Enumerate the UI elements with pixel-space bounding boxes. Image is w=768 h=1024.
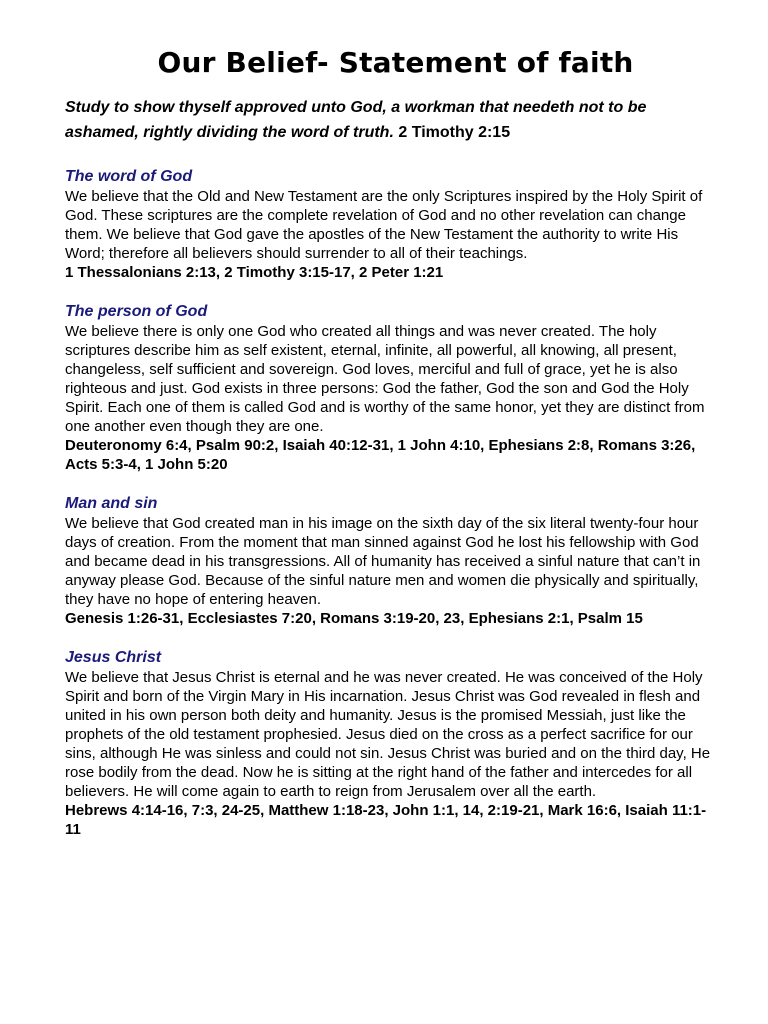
intro-reference: 2 Timothy 2:15	[398, 124, 511, 141]
page-title: Our Belief- Statement of faith	[157, 46, 634, 79]
section-jesus-christ	[65, 648, 716, 839]
section-body: We believe that the Old and New Testament are the only Scriptures inspired by the Holy Spirit of God. These scriptures are the complete revelation of God and no other revelation can change them. We believe that God gave the apostles of the New Testament the authority to write His Word; therefore all believers should surrender to all of their teachings.	[65, 188, 703, 262]
section-heading: Jesus Christ	[65, 649, 162, 666]
section-heading: The word of God	[65, 168, 193, 185]
section-person-of-god	[65, 302, 716, 474]
section-man-and-sin	[65, 494, 716, 628]
section-references: 1 Thessalonians 2:13, 2 Timothy 3:15-17, 2 Peter 1:21	[65, 264, 444, 281]
intro-text: Study to show thyself approved unto God, a workman that needeth not to be ashamed, rightly dividing the word of truth.	[65, 99, 647, 141]
section-word-of-god	[65, 167, 716, 282]
section-references: Hebrews 4:14-16, 7:3, 24-25, Matthew 1:18-23, John 1:1, 14, 2:19-21, Mark 16:6, Isaiah 11:1-11	[65, 802, 707, 838]
section-heading: Man and sin	[65, 495, 158, 512]
section-references: Deuteronomy 6:4, Psalm 90:2, Isaiah 40:12-31, 1 John 4:10, Ephesians 2:8, Romans 3:26, Acts 5:3-4, 1 John 5:20	[65, 437, 696, 473]
section-body: We believe that God created man in his image on the sixth day of the six literal twenty-four hour days of creation. From the moment that man sinned against God he lost his fellowship with God and became dead in his transgressions. All of humanity has received a sinful nature that can’t in anyway please God. Because of the sinful nature men and women die physically and spiritually, they have no hope of entering heaven.	[65, 515, 701, 608]
section-references: Genesis 1:26-31, Ecclesiastes 7:20, Romans 3:19-20, 23, Ephesians 2:1, Psalm 15	[65, 610, 643, 627]
section-body: We believe there is only one God who created all things and was never created. The holy scriptures describe him as self existent, eternal, infinite, all powerful, all knowing, all present, changeless, self sufficient and sovereign. God loves, merciful and full of grace, yet he is also righteous and just. God exists in three persons: God the father, God the son and God the Holy Spirit. Each one of them is called God and is worthy of the same honor, yet they are distinct from one another even though they are one.	[65, 323, 705, 435]
section-heading: The person of God	[65, 303, 208, 320]
section-body: We believe that Jesus Christ is eternal and he was never created. He was conceived of the Holy Spirit and born of the Virgin Mary in His incarnation. Jesus Christ was God revealed in flesh and united in his own person both deity and humanity. Jesus is the promised Messiah, just like the prophets of the old testament prophesied. Jesus died on the cross as a perfect sacrifice for our sins, although He was sinless and could not sin. Jesus Christ was buried and on the third day, He rose bodily from the dead. Now he is sitting at the right hand of the father and intercedes for all believers. He will come again to earth to reign from Jerusalem over all the earth.	[65, 669, 711, 800]
intro-verse	[65, 95, 716, 145]
